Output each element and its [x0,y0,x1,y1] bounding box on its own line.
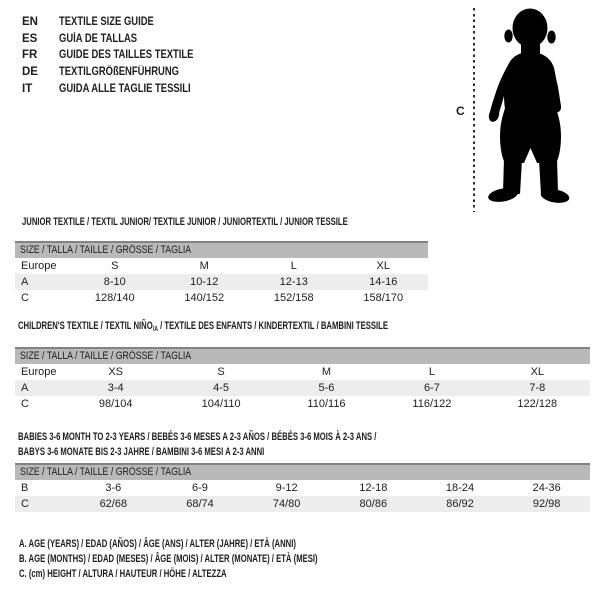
size-cell: 10-12 [190,276,219,288]
size-cell: 24-36 [532,482,561,494]
footnote-a: A. AGE (YEARS) / EDAD (AÑOS) / ÂGE (ANS) / ALTER (JAHRE) / ETÀ (ANNI) [19,538,296,550]
subscript-a: /A [152,324,158,333]
junior-size-table [15,241,428,306]
footnote-c: C. (cm) HEIGHT / ALTURA / HAUTEUR / HÖHE / ALTEZZA [19,568,227,580]
size-cell: 18-24 [445,482,475,494]
footnotes [19,537,446,582]
language-guide-list [22,14,223,97]
size-cell: 62/68 [99,498,128,510]
size-cell: 4-5 [213,382,230,394]
size-cell: L [428,366,435,378]
size-cell: 92/98 [532,498,561,510]
size-cell: XL [530,366,545,378]
language-row-it [22,80,223,97]
section-title-babies: BABIES 3-6 MONTH TO 2-3 YEARS / BEBÉS 3-6 MESES A 2-3 AÑOS / BÉBÉS 3-6 MOIS À 2-3 ANS / BABYS 3-6 MONATE BIS 2-3 JAHRE / BAMBINI 3-6 MESI A 2-3 ANNI [18,431,377,458]
size-cell: 80/86 [359,498,388,510]
size-cell: 74/80 [272,498,301,510]
baby-silhouette-icon [484,8,573,206]
table-row [15,364,590,380]
size-cell: 116/122 [412,398,452,410]
size-cell: S [111,260,119,272]
size-cell: 3-6 [105,482,122,494]
section-junior [15,216,428,306]
language-code: DE [22,66,38,79]
size-cell: 3-4 [107,382,124,394]
row-label: C [21,398,29,410]
size-cell: 9-12 [275,482,298,494]
table-row [15,274,428,290]
size-cell: M [199,260,209,272]
size-cell: 140/152 [184,292,225,304]
size-cell: 12-18 [359,482,388,494]
table-row [15,380,590,396]
babies-size-table-body [15,480,590,512]
size-cell: 104/110 [201,398,241,410]
language-title: GUIDE DES TAILLES TEXTILE [59,49,194,62]
table-row [15,258,428,274]
size-table-header: SIZE / TALLA / TAILLE / GRÖSSE / TAGLIA [15,349,590,364]
table-row [15,480,590,496]
size-cell: 8-10 [103,276,126,288]
size-cell: 158/170 [363,292,404,304]
size-cell: 12-13 [279,276,308,288]
size-table-header: SIZE / TALLA / TAILLE / GRÖSSE / TAGLIA [15,243,428,258]
row-label: A [21,382,29,394]
size-cell: 86/92 [446,498,474,510]
language-code: EN [22,16,38,29]
size-cell: S [217,366,225,378]
row-label: A [21,276,29,288]
language-code: IT [22,82,33,95]
language-row-en [22,14,223,31]
size-cell: M [321,366,332,378]
section-babies [15,430,590,512]
section-title-junior: JUNIOR TEXTILE / TEXTIL JUNIOR/ TEXTILE JUNIOR / JUNIORTEXTIL / JUNIOR TESSILE [22,216,348,228]
children-size-table [15,347,590,412]
section-title-children: CHILDREN'S TEXTILE / TEXTIL $NIÑO_{/A}$ / TEXTILE DES ENFANTS / KINDERTEXTIL / BAMBINI TESSILE [18,320,389,333]
footnote-b: B. AGE (MONTHS) / EDAD (MESES) / ÂGE (MOIS) / ALTER (MONATE) / ETÀ (MESI) [19,553,318,565]
row-label: C [21,292,29,304]
table-row [15,496,590,512]
size-cell: 14-16 [369,276,398,288]
language-row-de [22,64,223,81]
size-cell: 6-7 [423,382,440,394]
size-cell: 7-8 [529,382,546,394]
size-cell: XL [376,260,390,272]
language-row-fr [22,47,223,64]
babies-size-table [15,463,590,512]
size-cell: 128/140 [94,292,135,304]
size-table-header: SIZE / TALLA / TAILLE / GRÖSSE / TAGLIA [15,465,590,480]
size-cell: XS [108,366,124,378]
junior-size-table-body [15,258,428,306]
language-row-es [22,31,223,48]
size-cell: 122/128 [517,398,558,410]
table-row [15,290,428,306]
size-cell: 110/116 [307,398,346,410]
table-row [15,396,590,412]
language-code: FR [22,49,38,62]
row-label: C [21,498,29,510]
language-title: GUIDA ALLE TAGLIE TESSILI [59,82,191,95]
size-cell: 6-9 [192,482,208,494]
height-measure-label: C [456,104,465,118]
language-title: GUÍA DE TALLAS [59,32,138,45]
size-cell: 152/158 [273,292,314,304]
language-code: ES [22,32,38,45]
size-cell: 98/104 [98,398,133,410]
size-cell: 68/74 [186,498,214,510]
language-title: TEXTILGRÖßENFÜHRUNG [59,66,179,79]
row-label: Europe [21,260,57,272]
size-cell: L [290,260,297,272]
row-label: B [21,482,29,494]
section-children [15,320,590,412]
size-cell: 5-6 [318,382,335,394]
row-label: Europe [21,366,57,378]
language-title: TEXTILE SIZE GUIDE [59,16,154,29]
children-size-table-body [15,364,590,412]
height-measure-dashed-line [473,8,475,212]
